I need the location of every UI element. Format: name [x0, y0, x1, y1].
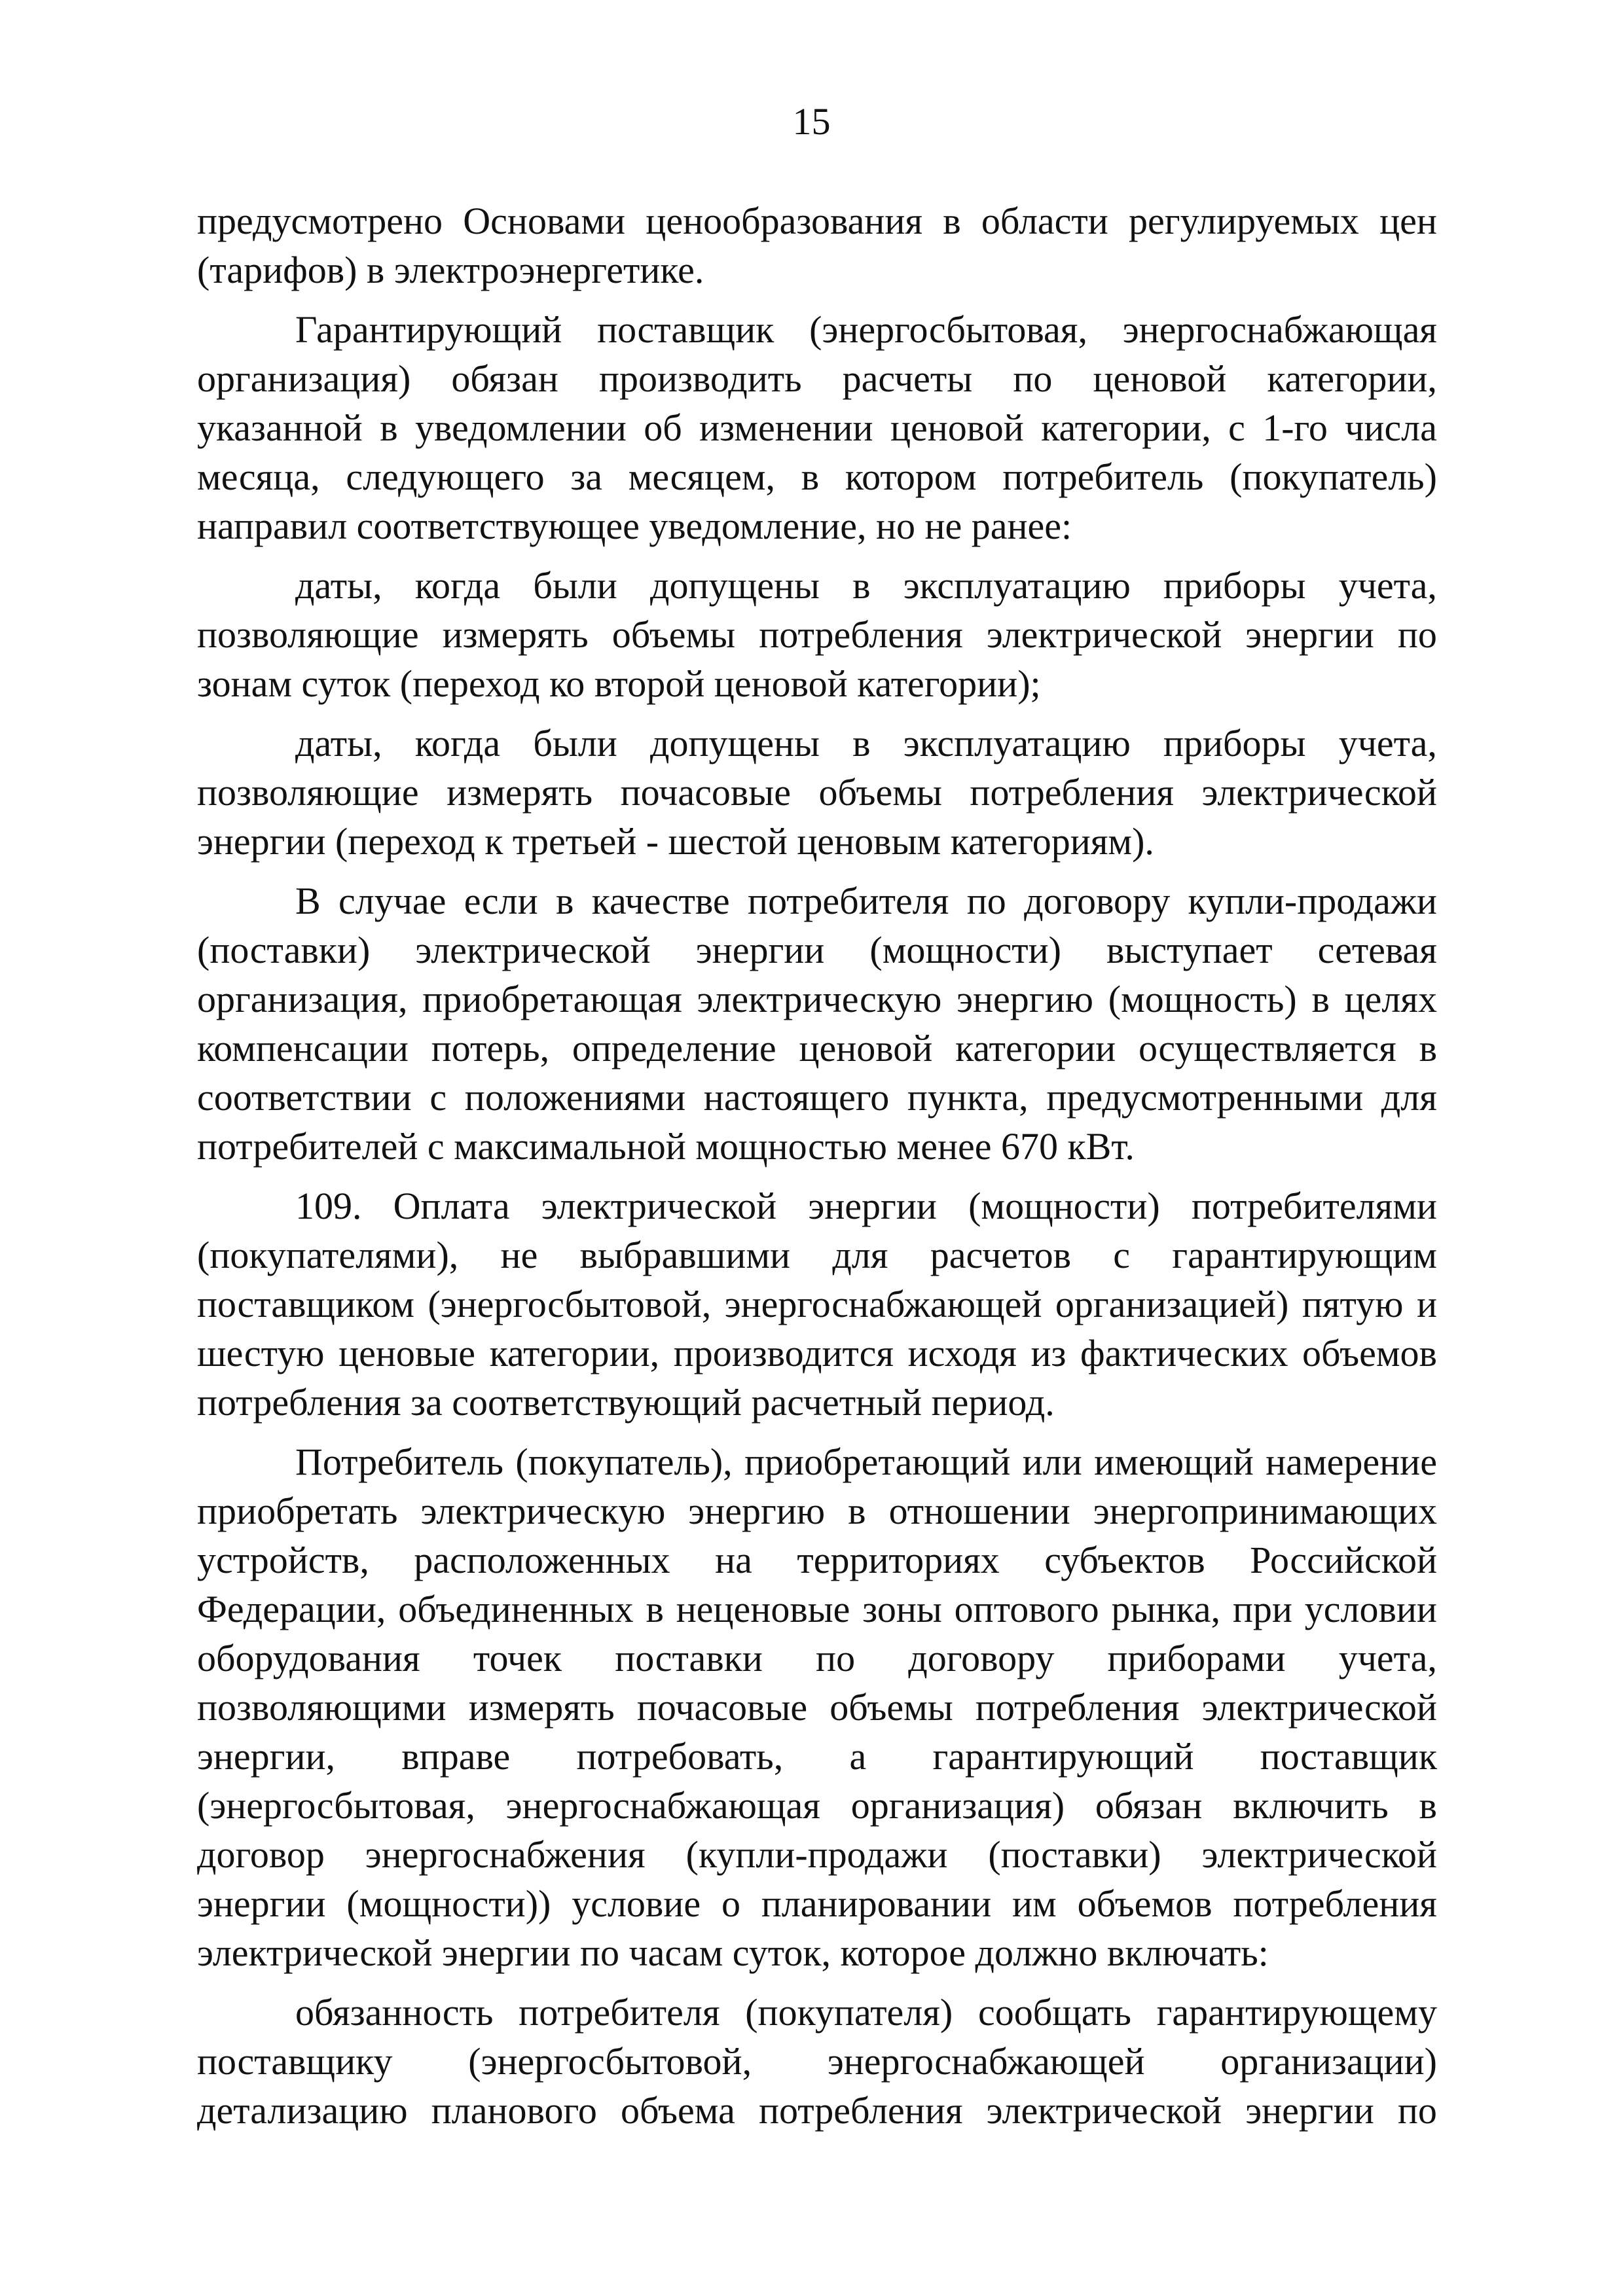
word: соответствии — [197, 1076, 412, 1119]
word: организации) — [1220, 2040, 1437, 2083]
word: эксплуатацию — [903, 564, 1131, 607]
word: энергии — [695, 929, 825, 971]
word: купли-продажи — [1188, 880, 1437, 922]
word: выбравшими — [579, 1234, 791, 1276]
word: Оплата — [393, 1185, 510, 1227]
word: в — [646, 1588, 664, 1630]
text-line — [197, 1280, 1437, 1329]
word: зоны — [862, 1588, 942, 1630]
word: энергопринимающих — [1093, 1490, 1437, 1532]
word: об — [644, 406, 682, 449]
word: (покупатель), — [515, 1441, 733, 1483]
word: когда — [414, 722, 501, 764]
word: положениями — [464, 1076, 686, 1119]
word: по — [1397, 2089, 1437, 2132]
text-line — [197, 876, 1437, 925]
word: электрической — [541, 1185, 777, 1227]
word: рынка, — [1111, 1588, 1221, 1630]
word: а — [849, 1735, 867, 1778]
word: устройств, — [197, 1539, 369, 1581]
word: (поставки) — [197, 929, 371, 971]
word: В — [295, 880, 321, 922]
word: энергии, — [197, 1735, 336, 1778]
word: потребления — [970, 771, 1175, 814]
word: детализацию — [197, 2089, 408, 2132]
word: позволяющие — [197, 771, 419, 814]
word: если — [464, 880, 538, 922]
text-line — [197, 1879, 1437, 1928]
word: энергии — [1245, 613, 1374, 656]
word: электрическую — [697, 978, 942, 1020]
word: уведомлении — [414, 406, 627, 449]
word: ценовой — [1093, 357, 1227, 400]
word: потерь, — [431, 1027, 550, 1069]
word: субъектов — [1044, 1539, 1205, 1581]
text-line — [197, 1437, 1437, 1486]
word: при — [1232, 1588, 1292, 1630]
word: вправе — [401, 1735, 511, 1778]
word: изменении — [699, 406, 873, 449]
word: в — [555, 880, 574, 922]
word: (покупателя) — [745, 1991, 953, 2034]
word: шестую — [197, 1332, 325, 1374]
word: позволяющие — [197, 613, 419, 656]
word: не — [500, 1234, 538, 1276]
text-line — [197, 1486, 1437, 1535]
word: потребителями — [1191, 1185, 1437, 1227]
word: намерение — [1266, 1441, 1437, 1483]
word: ценовые — [338, 1332, 475, 1374]
word: фактических — [1080, 1332, 1288, 1374]
word: категории, — [1041, 406, 1211, 449]
word: энергоснабжающая — [505, 1784, 820, 1827]
word: поставщик — [597, 308, 775, 351]
word: учета, — [1338, 722, 1437, 764]
text-line — [197, 196, 1437, 245]
word: (мощности) — [869, 929, 1061, 971]
word: месяцем, — [628, 456, 776, 498]
word: целях — [1344, 978, 1437, 1020]
word: (энергосбытовая, — [197, 1784, 475, 1827]
word: электрической — [415, 929, 651, 971]
word: потребитель — [1002, 456, 1204, 498]
word: объемы — [830, 1686, 953, 1729]
word: договор — [197, 1833, 325, 1876]
word: (энергосбытовая, — [809, 308, 1087, 351]
word: объемов — [1302, 1332, 1437, 1374]
word: потребления — [975, 1686, 1180, 1729]
word: поставщику — [197, 2040, 393, 2083]
word: точек — [473, 1637, 562, 1679]
word: (мощность) — [1108, 978, 1297, 1020]
word: (покупателями), — [197, 1234, 459, 1276]
word: или — [1022, 1441, 1082, 1483]
page-number: 15 — [792, 100, 831, 143]
word: месяца, — [197, 456, 320, 498]
word: в — [1419, 1784, 1437, 1827]
word: исходя — [907, 1332, 1017, 1374]
text-line — [197, 2037, 1437, 2086]
word: поставщик — [1260, 1735, 1437, 1778]
word: ценовой — [799, 1027, 933, 1069]
word: приобретающая — [422, 978, 682, 1020]
word: электрической — [1201, 771, 1437, 814]
body-text — [197, 196, 1437, 2135]
word: области — [981, 200, 1108, 242]
word: гарантирующим — [1172, 1234, 1437, 1276]
word: энергии — [1245, 2089, 1374, 2132]
word: в — [852, 564, 871, 607]
word: выступает — [1106, 929, 1273, 971]
word: объемы — [818, 771, 942, 814]
word: обязан — [1095, 1784, 1203, 1827]
word: почасовые — [620, 771, 791, 814]
word: в — [1311, 978, 1330, 1020]
word: объема — [620, 2089, 735, 2132]
word: сетевая — [1317, 929, 1437, 971]
word: планового — [431, 2089, 597, 2132]
word: потребления — [1233, 1882, 1437, 1925]
word: почасовые — [636, 1686, 808, 1729]
word: в — [943, 200, 961, 242]
text-line — [197, 610, 1437, 659]
word: категории, — [1267, 357, 1437, 400]
word: Основами — [463, 200, 626, 242]
word: компенсации — [197, 1027, 409, 1069]
word: электрической — [986, 2089, 1222, 2132]
word: расчеты — [842, 357, 973, 400]
word: оборудования — [197, 1637, 420, 1679]
text-line: потребителей с максимальной мощностью менее 670 кВт. — [197, 1125, 1135, 1168]
text-line: (тарифов) в электроэнергетике. — [197, 249, 704, 291]
text-line — [197, 1535, 1437, 1585]
word: приобретающий — [744, 1441, 1011, 1483]
word: измерять — [468, 1686, 615, 1729]
word: энергию — [688, 1490, 826, 1532]
word: потребителя — [519, 1991, 720, 2034]
word: неценовые — [676, 1588, 850, 1630]
word: энергоснабжения — [365, 1833, 646, 1876]
word: Гарантирующий — [295, 308, 562, 351]
word: были — [533, 722, 617, 764]
word: в — [848, 1490, 866, 1532]
word: в — [801, 456, 820, 498]
word: договору — [1024, 880, 1171, 922]
word: для — [832, 1234, 888, 1276]
word: поставщиком — [197, 1283, 414, 1325]
text-line — [197, 1683, 1437, 1732]
word: отношении — [888, 1490, 1070, 1532]
word: (мощности)) — [346, 1882, 551, 1925]
word: энергии — [808, 1185, 937, 1227]
word: гарантирующему — [1156, 1991, 1437, 2034]
word: указанной — [197, 406, 363, 449]
word: планировании — [761, 1882, 992, 1925]
word: допущены — [650, 564, 820, 607]
word: (поставки) — [988, 1833, 1161, 1876]
word: приборы — [1163, 722, 1306, 764]
text-line — [197, 2086, 1437, 2135]
word: (купли-продажи — [685, 1833, 948, 1876]
text-line: энергии (переход к третьей - шестой ценовым категориям). — [197, 820, 1154, 863]
word: предусмотренными — [1046, 1076, 1364, 1119]
word: расчетов — [930, 1234, 1071, 1276]
word: Федерации, — [197, 1588, 386, 1630]
text-line — [197, 1329, 1437, 1378]
word: по — [1397, 613, 1437, 656]
word: потребителя — [748, 880, 949, 922]
text-line — [197, 1732, 1437, 1781]
text-line — [197, 1830, 1437, 1879]
word: котором — [845, 456, 977, 498]
word: производится — [673, 1332, 894, 1374]
word: условии — [1304, 1588, 1437, 1630]
word: на — [715, 1539, 752, 1581]
word: и — [1416, 1283, 1437, 1325]
word: сообщать — [977, 1991, 1131, 2034]
text-line — [197, 925, 1437, 975]
word: категории, — [489, 1332, 660, 1374]
word: пункта, — [907, 1076, 1029, 1119]
word: с — [1228, 406, 1245, 449]
word: по — [816, 1637, 856, 1679]
word: даты, — [295, 564, 382, 607]
word: качестве — [591, 880, 730, 922]
word: 109. — [295, 1185, 362, 1227]
word: энергии — [197, 1882, 326, 1925]
word: энергоснабжающей — [724, 1283, 1042, 1325]
word: в — [380, 406, 398, 449]
word: гарантирующий — [932, 1735, 1194, 1778]
word: были — [533, 564, 617, 607]
word: приобретать — [197, 1490, 398, 1532]
text-line — [197, 1181, 1437, 1230]
word: объемов — [1077, 1882, 1213, 1925]
word: следующего — [346, 456, 545, 498]
word: (покупатель) — [1230, 456, 1437, 498]
word: договору — [908, 1637, 1055, 1679]
text-line — [197, 719, 1437, 768]
word: приборы — [1163, 564, 1306, 607]
word: обязанность — [295, 1991, 494, 2034]
word: электрическую — [420, 1490, 666, 1532]
word: организация) — [197, 357, 411, 400]
word: оптового — [954, 1588, 1099, 1630]
word: предусмотрено — [197, 200, 443, 242]
word: организация) — [850, 1784, 1065, 1827]
text-line: электрической энергии по часам суток, которое должно включать: — [197, 1931, 1269, 1974]
word: 1-го — [1262, 406, 1328, 449]
word: допущены — [650, 722, 820, 764]
word: производить — [598, 357, 802, 400]
word: энергоснабжающая — [1122, 308, 1437, 351]
word: измерять — [447, 771, 593, 814]
word: по — [1013, 357, 1053, 400]
word: ценообразования — [646, 200, 923, 242]
word: в — [1419, 1027, 1437, 1069]
word: территориях — [797, 1539, 1000, 1581]
word: категории — [955, 1027, 1116, 1069]
word: ценовой — [890, 406, 1024, 449]
word: осуществляется — [1138, 1027, 1396, 1069]
word: (энергосбытовой, — [428, 1283, 712, 1325]
word: с — [1113, 1234, 1131, 1276]
word: Потребитель — [295, 1441, 503, 1483]
word: электрической — [986, 613, 1222, 656]
text-line — [197, 768, 1437, 817]
word: настоящего — [703, 1076, 890, 1119]
text-line — [197, 1988, 1437, 2037]
word: позволяющими — [197, 1686, 447, 1729]
word: потребления — [759, 613, 963, 656]
word: с — [429, 1076, 447, 1119]
text-line — [197, 561, 1437, 610]
word: электрической — [1201, 1833, 1437, 1876]
word: учета, — [1338, 564, 1437, 607]
word: даты, — [295, 722, 382, 764]
text-line — [197, 1585, 1437, 1634]
text-line — [197, 1634, 1437, 1683]
word: организация, — [197, 978, 408, 1020]
word: регулируемых — [1129, 200, 1359, 242]
text-line — [197, 1073, 1437, 1122]
word: организацией) — [1055, 1283, 1289, 1325]
word: им — [1012, 1882, 1057, 1925]
word: условие — [572, 1882, 701, 1925]
word: числа — [1345, 406, 1437, 449]
word: (энергосбытовой, — [468, 2040, 752, 2083]
text-line — [197, 452, 1437, 501]
text-line — [197, 354, 1437, 403]
word: когда — [414, 564, 501, 607]
word: эксплуатацию — [903, 722, 1131, 764]
text-line: зонам суток (переход ко второй ценовой категории); — [197, 662, 1041, 705]
word: по — [966, 880, 1006, 922]
word: Российской — [1250, 1539, 1437, 1581]
word: имеющий — [1094, 1441, 1254, 1483]
word: включить — [1233, 1784, 1389, 1827]
word: из — [1030, 1332, 1067, 1374]
text-line — [197, 305, 1437, 354]
word: о — [721, 1882, 740, 1925]
word: электрической — [1201, 1686, 1437, 1729]
word: цен — [1379, 200, 1437, 242]
text-line — [197, 1024, 1437, 1073]
word: энергию — [957, 978, 1093, 1020]
word: энергоснабжающей — [827, 2040, 1145, 2083]
text-line — [197, 975, 1437, 1024]
word: объединенных — [398, 1588, 634, 1630]
text-line — [197, 403, 1437, 452]
word: учета, — [1338, 1637, 1437, 1679]
word: случае — [338, 880, 447, 922]
text-line — [197, 1230, 1437, 1280]
word: потребовать, — [576, 1735, 784, 1778]
word: определение — [572, 1027, 776, 1069]
word: приборами — [1107, 1637, 1286, 1679]
word: расположенных — [414, 1539, 670, 1581]
text-line: направил соответствующее уведомление, но не ранее: — [197, 505, 1072, 547]
word: (мощности) — [968, 1185, 1160, 1227]
word: пятую — [1302, 1283, 1404, 1325]
word: объемы — [611, 613, 736, 656]
word: в — [852, 722, 871, 764]
text-line: потребления за соответствующий расчетный период. — [197, 1381, 1055, 1424]
word: для — [1381, 1076, 1437, 1119]
word: обязан — [451, 357, 558, 400]
word: поставки — [615, 1637, 763, 1679]
text-line — [197, 1781, 1437, 1830]
word: за — [570, 456, 602, 498]
word: потребления — [758, 2089, 963, 2132]
word: измерять — [442, 613, 589, 656]
